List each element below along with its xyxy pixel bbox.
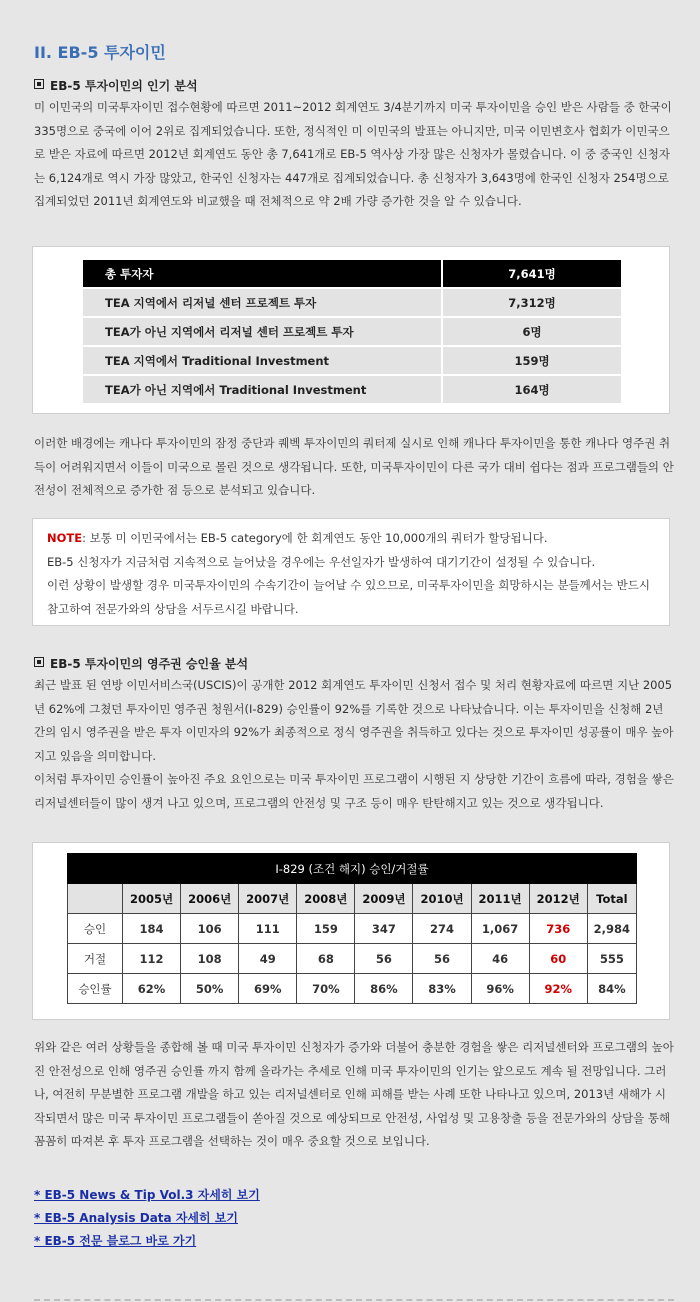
- popularity-heading: [34, 77, 198, 94]
- table-row: [83, 346, 621, 375]
- note-line-2: EB-5 신청자가 지금처럼 지속적으로 늘어났을 경우에는 우선일자가 발생하여 대기기간이 설정될 수 있습니다.: [47, 554, 596, 569]
- row-value: 6명: [442, 317, 621, 346]
- note-line-3: 이런 상황이 발생할 경우 미국투자이민의 수속기간이 늘어날 수 있으므로, 미국투자이민을 희망하시는 분들께서는 반드시 참고하여 전문가와의 상담을 서두르시길 바랍니다.: [47, 578, 650, 616]
- row-label: 거절: [68, 944, 123, 974]
- section-title: II. EB-5 투자이민: [34, 43, 166, 62]
- row-label: TEA 지역에서 리저널 센터 프로젝트 투자: [83, 288, 442, 317]
- table-row: [83, 317, 621, 346]
- cell: 49: [239, 944, 297, 974]
- cell-total: 555: [587, 944, 636, 974]
- cell-highlight: 60: [529, 944, 587, 974]
- cell: 159: [297, 914, 355, 944]
- note-box: [32, 518, 670, 626]
- row-label: TEA가 아닌 지역에서 리저널 센터 프로젝트 투자: [83, 317, 442, 346]
- year-header: 2010년: [413, 884, 471, 914]
- cell: 56: [355, 944, 413, 974]
- investor-table-header: [83, 260, 621, 288]
- links-list: [34, 1184, 260, 1253]
- cell: 56: [413, 944, 471, 974]
- note-text: [47, 527, 657, 621]
- table-row: [68, 914, 637, 944]
- cell: 347: [355, 914, 413, 944]
- cell: 106: [181, 914, 239, 944]
- row-value: 159명: [442, 346, 621, 375]
- year-header-highlight: 2012년: [529, 884, 587, 914]
- header-value: 7,641명: [442, 260, 621, 288]
- row-label: 승인률: [68, 974, 123, 1004]
- approval-paragraph-2: 이처럼 투자이민 승인률이 높아진 주요 요인으로는 미국 투자이민 프로그램이 시행된 지 상당한 기간이 흐름에 따라, 경험을 쌓은 리저널센터들이 많이 생겨 나고 있으며, 프로그램의 안전성 및 구조 등이 매우 탄탄해지고 있는 것으로 생각됩니다.: [34, 772, 674, 810]
- table-row: [68, 974, 637, 1004]
- row-label: TEA 지역에서 Traditional Investment: [83, 346, 442, 375]
- approval-year-row: [68, 884, 637, 914]
- conclusion-paragraph: 위와 같은 여러 상황들을 종합해 볼 때 미국 투자이민 신청자가 증가와 더불어 충분한 경험을 쌓은 리저널센터와 프로그램의 높아진 안전성으로 인해 영주권 승인률 까지 함께 올라가는 추세로 인해 미국 투자이민의 인기는 앞으로도 계속 될 전망입니다. 그러나, 여전히 무분별한 프로그램 개발을 하고 있는 리저널센터로 인해 피해를 받는 사례 또한 나타나고 있으며, 2013년 새해가 시작되면서 많은 미국 투자이민 프로그램들이 쏟아질 것으로 예상되므로 안전성, 사업성 및 고용창출 등을 전문가와의 상담을 통해 꼼꼼히 따져본 후 투자 프로그램을 선택하는 것이 매우 중요할 것으로 보입니다.: [34, 1040, 674, 1148]
- year-header: 2009년: [355, 884, 413, 914]
- approval-table-box: [32, 842, 670, 1020]
- cell: 69%: [239, 974, 297, 1004]
- note-label: NOTE: [47, 531, 83, 545]
- year-header: 2008년: [297, 884, 355, 914]
- cell: 50%: [181, 974, 239, 1004]
- cell: 86%: [355, 974, 413, 1004]
- cell: 184: [123, 914, 181, 944]
- year-header: 2006년: [181, 884, 239, 914]
- cell-highlight: 92%: [529, 974, 587, 1004]
- cell: 46: [471, 944, 529, 974]
- cell: 1,067: [471, 914, 529, 944]
- analysis-data-link[interactable]: * EB-5 Analysis Data 자세히 보기: [34, 1211, 238, 1225]
- table-row: [83, 375, 621, 404]
- cell: 108: [181, 944, 239, 974]
- approval-table: [67, 853, 637, 1004]
- investor-table-box: [32, 246, 670, 414]
- table-row: [68, 944, 637, 974]
- year-header: 2007년: [239, 884, 297, 914]
- cell: 68: [297, 944, 355, 974]
- news-tip-link[interactable]: * EB-5 News & Tip Vol.3 자세히 보기: [34, 1188, 260, 1202]
- cell: 62%: [123, 974, 181, 1004]
- cell-highlight: 736: [529, 914, 587, 944]
- cell: 112: [123, 944, 181, 974]
- table-row: [83, 288, 621, 317]
- investor-table: [83, 260, 621, 405]
- cell: 111: [239, 914, 297, 944]
- row-label: TEA가 아닌 지역에서 Traditional Investment: [83, 375, 442, 404]
- corner-cell: [68, 884, 123, 914]
- row-value: 164명: [442, 375, 621, 404]
- cell-total: 84%: [587, 974, 636, 1004]
- popularity-paragraph: 미 이민국의 미국투자이민 접수현황에 따르면 2011~2012 회계연도 3/4분기까지 미국 투자이민을 승인 받은 사람들 중 한국이 335명으로 중국에 이어 2위로 집계되었습니다. 또한, 정식적인 미 이민국의 발표는 아니지만, 미국 이민변호사 협회가 이민국으로 받은 자료에 따르면 2012년 회계연도 동안 총 7,641개로 EB-5 역사상 가장 많은 신청자가 몰렸습니다. 이 중 중국인 신청자는 6,124개로 역시 가장 많았고, 한국인 신청자는 447개로 집계되었습니다. 총 신청자가 3,643명에 한국인 신청자 254명으로 집계되었던 2011년 회계연도와 비교했을 때 전체적으로 약 2배 가량 증가한 것을 알 수 있습니다.: [34, 100, 672, 208]
- header-label: 총 투자자: [83, 260, 442, 288]
- year-header: 2005년: [123, 884, 181, 914]
- cell-total: 2,984: [587, 914, 636, 944]
- year-header: 2011년: [471, 884, 529, 914]
- cell: 274: [413, 914, 471, 944]
- row-value: 7,312명: [442, 288, 621, 317]
- dashed-divider: [34, 1299, 674, 1301]
- cell: 83%: [413, 974, 471, 1004]
- cell: 70%: [297, 974, 355, 1004]
- year-header-total: Total: [587, 884, 636, 914]
- approval-heading: [34, 655, 248, 672]
- bullet-square-icon: [34, 657, 44, 667]
- approval-heading-text: EB-5 투자이민의 영주권 승인율 분석: [50, 657, 249, 671]
- approval-paragraph: 최근 발표 된 연방 이민서비스국(USCIS)이 공개한 2012 회계연도 투자이민 신청서 접수 및 처리 현황자료에 따르면 지난 2005년 62%에 그쳤던 투자이민 영주권 청원서(I-829) 승인률이 92%를 기록한 것으로 나타났습니다. 이는 투자이민을 신청해 2년 간의 임시 영주권을 받은 투자 이민자의 92%가 최종적으로 정식 영주권을 취득하고 있다는 것으로 투자이민 성공률이 매우 높아지고 있음을 의미합니다.: [34, 678, 674, 763]
- blog-link[interactable]: * EB-5 전문 블로그 바로 가기: [34, 1234, 197, 1248]
- approval-table-caption: I-829 (조건 해지) 승인/거절률: [68, 854, 637, 884]
- note-line-1: : 보통 미 이민국에서는 EB-5 category에 한 회계연도 동안 10,000개의 쿼터가 할당됩니다.: [82, 531, 548, 545]
- approval-table-caption-row: [68, 854, 637, 884]
- bullet-square-icon: [34, 79, 44, 89]
- popularity-heading-text: EB-5 투자이민의 인기 분석: [50, 79, 198, 93]
- popularity-paragraph-2: 이러한 배경에는 캐나다 투자이민의 잠정 중단과 퀘벡 투자이민의 쿼터제 실시로 인해 캐나다 투자이민을 통한 캐나다 영주권 취득이 어려워지면서 이들이 미국으로 몰린 것으로 생각됩니다. 또한, 미국투자이민이 다른 국가 대비 쉽다는 점과 프로그램들의 안전성이 전체적으로 증가한 점 등으로 분석되고 있습니다.: [34, 436, 674, 497]
- row-label: 승인: [68, 914, 123, 944]
- cell: 96%: [471, 974, 529, 1004]
